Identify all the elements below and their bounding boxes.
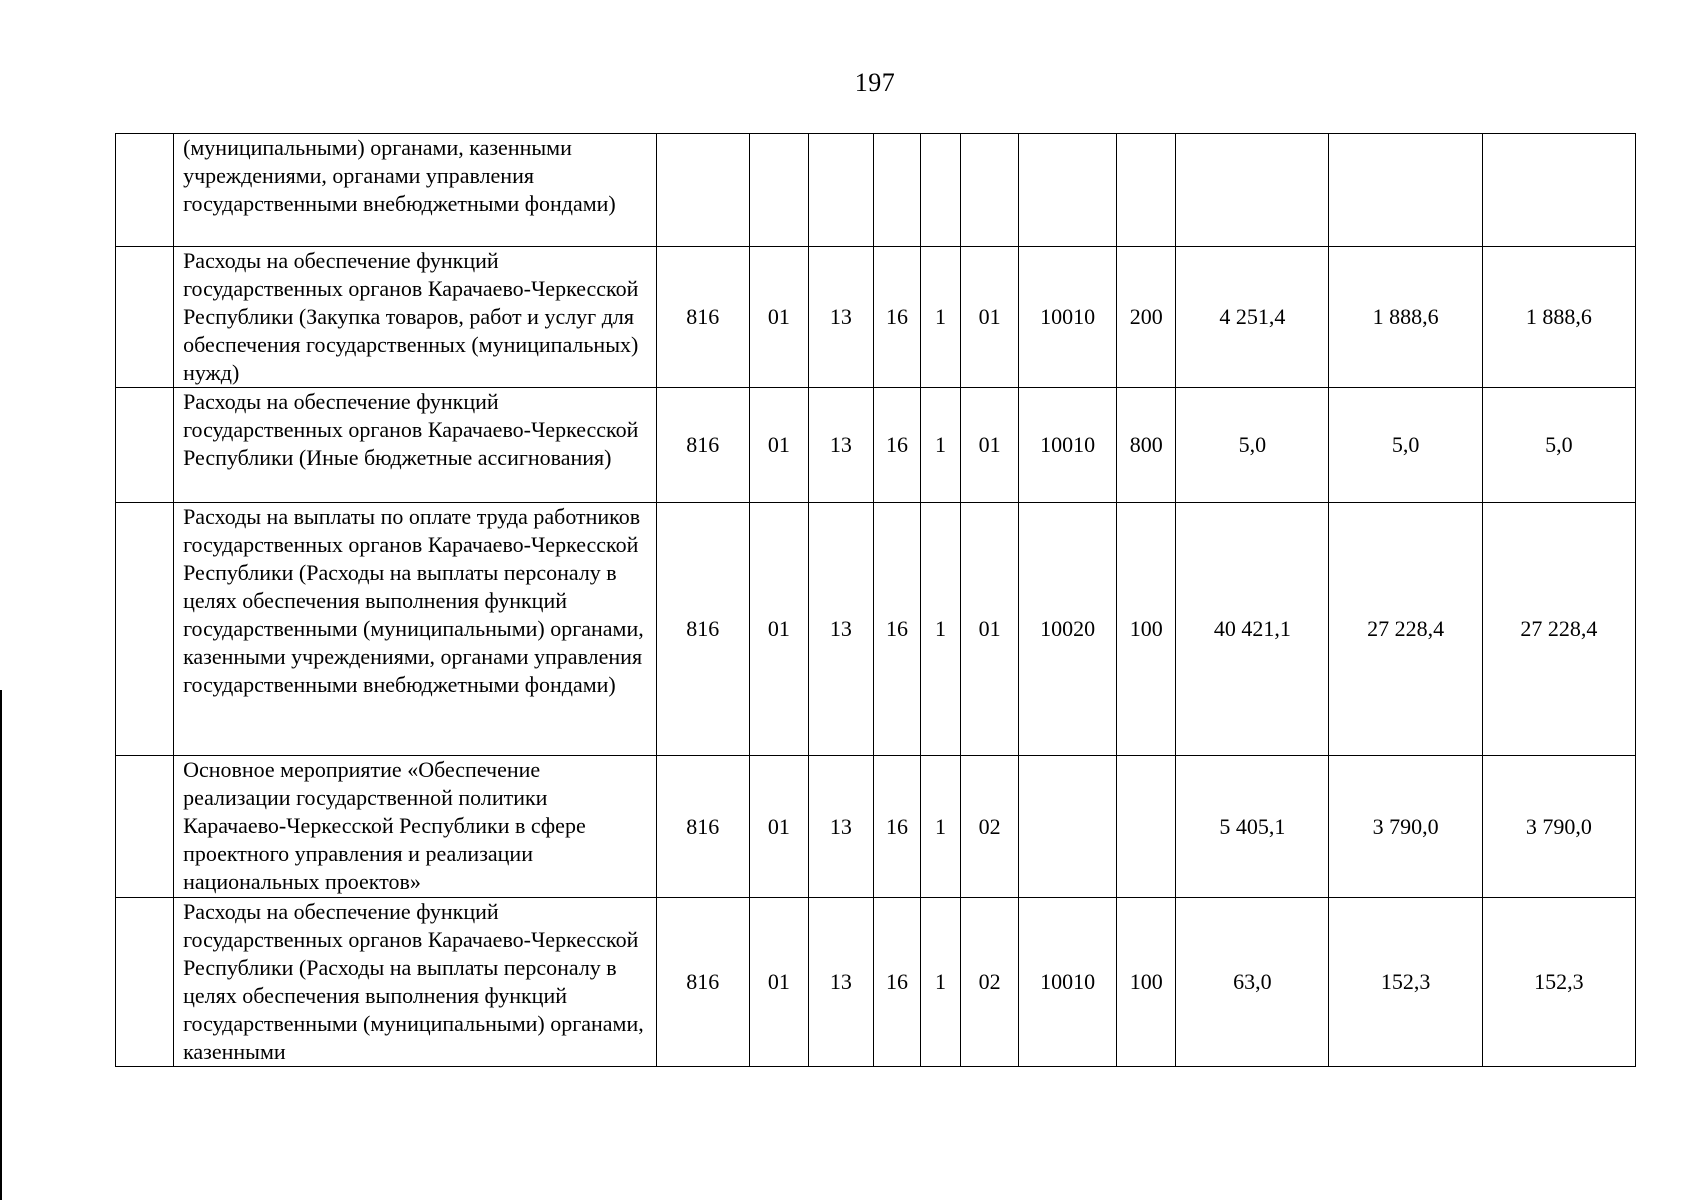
table-row [116,756,1636,898]
cell-col-5: 1 [920,388,960,503]
cell-col-3: 13 [808,898,873,1067]
cell-col-4: 16 [873,388,920,503]
cell-col-3: 13 [808,388,873,503]
cell-col-1: 816 [656,756,749,898]
table-row [116,898,1636,1067]
cell-col-6: 01 [961,503,1019,756]
cell-col-9: 4 251,4 [1176,247,1329,388]
cell-col-6 [961,134,1019,247]
row-number-cell [116,503,174,756]
cell-col-3: 13 [808,756,873,898]
cell-col-5: 1 [920,247,960,388]
cell-col-2: 01 [749,756,808,898]
row-description: Расходы на выплаты по оплате труда работников государственных органов Карачаево-Черкесской Республики (Расходы на выплаты персоналу в целях обеспечения выполнения функций государственными (муниципальными) органами, казенными учреждениями, органами управления государственными внебюджетными фондами) [174,503,657,756]
cell-col-1: 816 [656,503,749,756]
cell-col-5: 1 [920,898,960,1067]
table-row [116,134,1636,247]
cell-col-6: 02 [961,756,1019,898]
row-number-cell [116,388,174,503]
row-number-cell [116,756,174,898]
scan-edge-line [0,690,2,1200]
cell-col-4: 16 [873,247,920,388]
cell-col-9 [1176,134,1329,247]
cell-col-4: 16 [873,503,920,756]
page-number: 197 [854,68,896,97]
cell-col-4: 16 [873,756,920,898]
cell-col-9: 5,0 [1176,388,1329,503]
row-description: Расходы на обеспечение функций государственных органов Карачаево-Черкесской Республики (Иные бюджетные ассигнования) [174,388,657,503]
cell-col-2: 01 [749,898,808,1067]
cell-col-10: 1 888,6 [1329,247,1482,388]
cell-col-7: 10010 [1019,388,1117,503]
cell-col-11: 27 228,4 [1482,503,1635,756]
cell-col-10 [1329,134,1482,247]
cell-col-1: 816 [656,247,749,388]
cell-col-8 [1117,134,1176,247]
table-row [116,503,1636,756]
cell-col-2: 01 [749,247,808,388]
cell-col-5 [920,134,960,247]
cell-col-7: 10010 [1019,247,1117,388]
cell-col-7 [1019,756,1117,898]
cell-col-8: 200 [1117,247,1176,388]
cell-col-8: 100 [1117,503,1176,756]
row-number-cell [116,247,174,388]
cell-col-4: 16 [873,898,920,1067]
cell-col-9: 5 405,1 [1176,756,1329,898]
budget-table [115,133,1636,1067]
cell-col-10: 27 228,4 [1329,503,1482,756]
row-description: (муниципальными) органами, казенными учреждениями, органами управления государственными внебюджетными фондами) [174,134,657,247]
cell-col-2 [749,134,808,247]
cell-col-7 [1019,134,1117,247]
cell-col-10: 3 790,0 [1329,756,1482,898]
row-number-cell [116,134,174,247]
cell-col-11 [1482,134,1635,247]
row-description: Расходы на обеспечение функций государственных органов Карачаево-Черкесской Республики (Расходы на выплаты персоналу в целях обеспечения выполнения функций государственными (муниципальными) органами, казенными [174,898,657,1067]
cell-col-11: 5,0 [1482,388,1635,503]
cell-col-1: 816 [656,898,749,1067]
cell-col-5: 1 [920,503,960,756]
cell-col-5: 1 [920,756,960,898]
cell-col-11: 3 790,0 [1482,756,1635,898]
cell-col-8: 100 [1117,898,1176,1067]
cell-col-11: 152,3 [1482,898,1635,1067]
row-description: Основное мероприятие «Обеспечение реализации государственной политики Карачаево-Черкесской Республики в сфере проектного управления и реализации национальных проектов» [174,756,657,898]
row-description: Расходы на обеспечение функций государственных органов Карачаево-Черкесской Республики (Закупка товаров, работ и услуг для обеспечения государственных (муниципальных) нужд) [174,247,657,388]
cell-col-7: 10010 [1019,898,1117,1067]
table-row [116,388,1636,503]
cell-col-1 [656,134,749,247]
cell-col-7: 10020 [1019,503,1117,756]
cell-col-1: 816 [656,388,749,503]
cell-col-9: 40 421,1 [1176,503,1329,756]
cell-col-2: 01 [749,388,808,503]
cell-col-2: 01 [749,503,808,756]
cell-col-6: 01 [961,388,1019,503]
cell-col-8 [1117,756,1176,898]
cell-col-10: 152,3 [1329,898,1482,1067]
cell-col-3 [808,134,873,247]
row-number-cell [116,898,174,1067]
cell-col-8: 800 [1117,388,1176,503]
cell-col-9: 63,0 [1176,898,1329,1067]
cell-col-6: 02 [961,898,1019,1067]
cell-col-4 [873,134,920,247]
cell-col-10: 5,0 [1329,388,1482,503]
cell-col-3: 13 [808,503,873,756]
cell-col-3: 13 [808,247,873,388]
cell-col-11: 1 888,6 [1482,247,1635,388]
cell-col-6: 01 [961,247,1019,388]
table-row [116,247,1636,388]
